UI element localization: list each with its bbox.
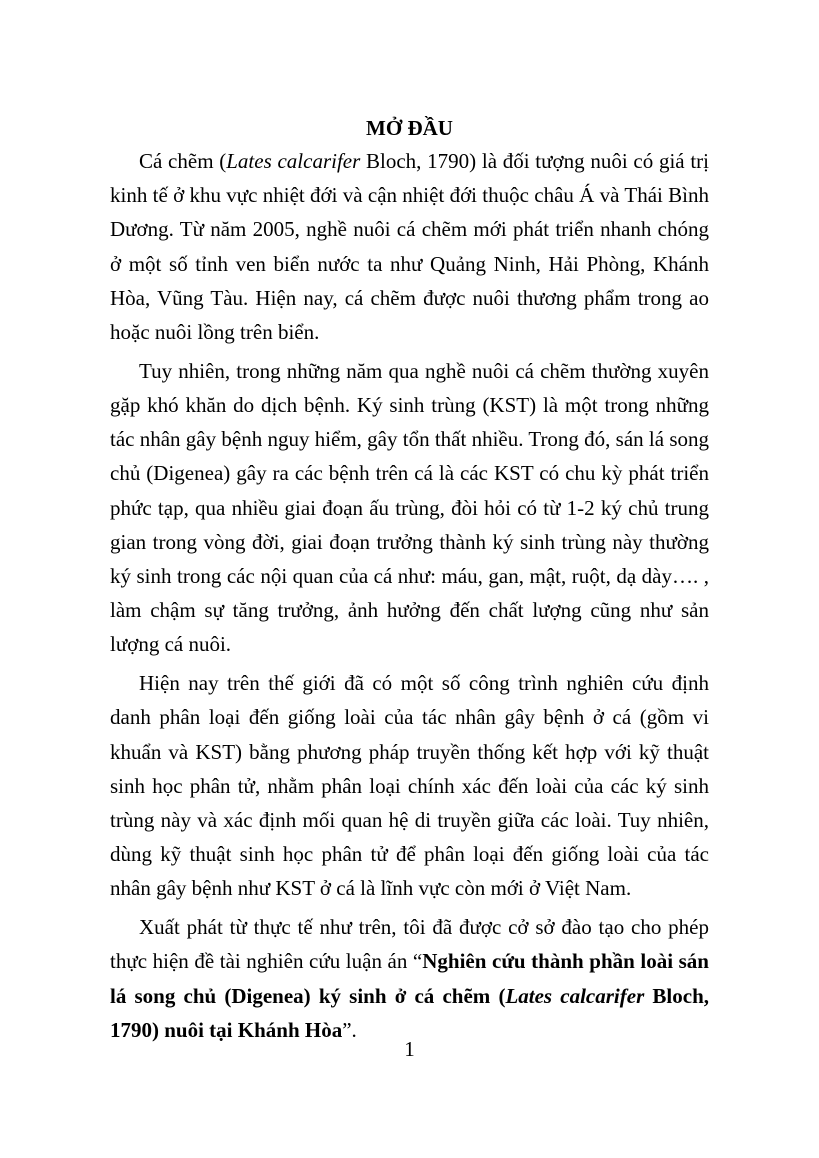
paragraph-disease: Tuy nhiên, trong những năm qua nghề nuôi cá chẽm thường xuyên gặp khó khăn do dịch bệnh. Ký sinh trùng (KST) là một trong những tác nhân gây bệnh nguy hiểm, gây tổn thất nhiều. Trong đó, sán lá song chủ (Digenea) gây ra các bệnh trên cá là các KST có chu kỳ phát triển phức tạp, qua nhiều giai đoạn ấu trùng, đòi hỏi có từ 1-2 ký chủ trung gian trong vòng đời, giai đoạn trưởng thành ký sinh trùng này thường ký sinh trong các nội quan của cá như: máu, gan, mật, ruột, dạ dày…. , làm chậm sự tăng trưởng, ảnh hưởng đến chất lượng cũng như sản lượng cá nuôi. bbox=[110, 358, 710, 657]
paragraph-thesis-topic bbox=[110, 910, 709, 1047]
thesis-title: Nghiên cứu thành phần loài sán lá song chủ (Digenea) ký sinh ở cá chẽm ( bbox=[110, 949, 709, 1008]
species-name: Lates calcarifer bbox=[226, 149, 361, 173]
paragraph-text: ”. bbox=[342, 1017, 357, 1042]
species-name: Lates calcarifer bbox=[505, 983, 645, 1008]
paragraph-text: Xuất phát từ thực tế như trên, tôi đã được cở sở đào tạo cho phép thực hiện đề tài nghiên cứu luận án “ bbox=[110, 915, 709, 974]
page-number: 1 bbox=[404, 1037, 415, 1061]
paragraph-intro bbox=[110, 144, 709, 349]
page-title: MỞ ĐẦU bbox=[366, 116, 453, 140]
paragraph-research: Hiện nay trên thế giới đã có một số công trình nghiên cứu định danh phân loại đến giống loài của tác nhân gây bệnh ở cá (gồm vi khuẩn và KST) bằng phương pháp truyền thống kết hợp với kỹ thuật sinh học phân tử, nhằm phân loại chính xác đến loài của các ký sinh trùng này và xác định mối quan hệ di truyền giữa các loài. Tuy nhiên, dùng kỹ thuật sinh học phân tử để phân loại đến giống loài của tác nhân gây bệnh như KST ở cá là lĩnh vực còn mới ở Việt Nam. bbox=[110, 671, 709, 901]
paragraph-text: Cá chẽm ( bbox=[139, 149, 227, 173]
document-page bbox=[110, 112, 709, 1052]
thesis-title-end: Bloch, 1790) nuôi tại Khánh Hòa bbox=[110, 983, 710, 1042]
paragraph-text: Bloch, 1790) là đối tượng nuôi có giá trị kinh tế ở khu vực nhiệt đới và cận nhiệt đới thuộc châu Á và Thái Bình Dương. Từ năm 2005, nghề nuôi cá chẽm mới phát triển nhanh chóng ở một số tỉnh ven biển nước ta như Quảng Ninh, Hải Phòng, Khánh Hòa, Vũng Tàu. Hiện nay, cá chẽm được nuôi thương phẩm trong ao hoặc nuôi lồng trên biển. bbox=[110, 149, 709, 345]
